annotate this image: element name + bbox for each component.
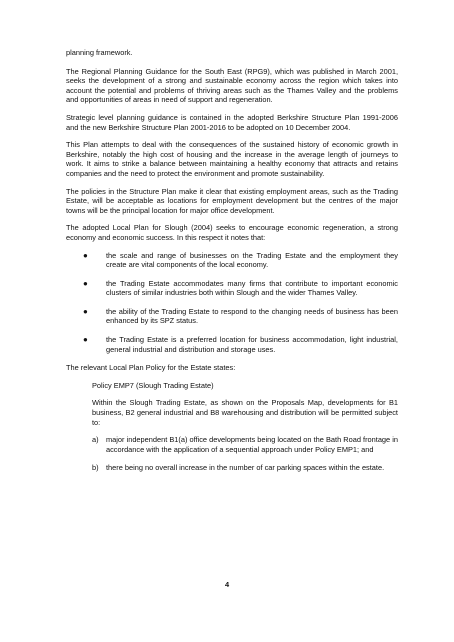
bullet-icon: ●: [83, 335, 88, 345]
policy-title: Policy EMP7 (Slough Trading Estate): [92, 380, 214, 390]
paragraph-structure-policies: The policies in the Structure Plan make it clear that existing employment areas, such as the Trading Estate, will be acceptable as locations for employment development but the centres of the major towns will be the principal location for major office development.: [66, 186, 398, 215]
clause-item: [92, 435, 398, 454]
paragraph-regional-guidance: The Regional Planning Guidance for the South East (RPG9), which was published in March 2001, seeks the development of a strong and sustainable economy across the region which takes into account the potential and problems of thriving areas such as the Thames Valley and the problems and opportunities of areas in need of support and regeneration.: [66, 66, 398, 105]
bullet-text: the Trading Estate is a preferred location for business accommodation, light industrial, general industrial and distribution and storage uses.: [106, 335, 398, 354]
paragraph-policy-intro: The relevant Local Plan Policy for the Estate states:: [66, 363, 236, 373]
policy-body: Within the Slough Trading Estate, as shown on the Proposals Map, developments for B1 business, B2 general industrial and B8 warehousing and distribution will be permitted subject to:: [92, 398, 398, 427]
clause-text: there being no overall increase in the number of car parking spaces within the estate.: [106, 463, 385, 473]
bullet-icon: ●: [83, 278, 88, 288]
clause-marker: b): [92, 463, 99, 473]
page-number: 4: [224, 580, 230, 589]
clause-text: major independent B1(a) office developments being located on the Bath Road frontage in accordance with the application of a sequential approach under Policy EMP1; and: [106, 435, 398, 454]
clause-item: [92, 463, 398, 473]
list-item: [66, 251, 398, 270]
bullet-icon: ●: [83, 250, 88, 260]
policy-block: [66, 381, 398, 473]
bullet-text: the ability of the Trading Estate to respond to the changing needs of business has been enhanced by its SPZ status.: [106, 306, 398, 326]
paragraph-plan-aims: This Plan attempts to deal with the consequences of the sustained history of economic growth in Berkshire, notably the high cost of housing and the increase in the average length of journeys to work. It aims to strike a balance between maintaining a healthy economy that attracts and retains companies and the need to protect the environment and promote sustainability.: [66, 140, 398, 178]
list-item: [66, 307, 398, 326]
paragraph-continuation: planning framework.: [66, 48, 133, 57]
list-item: [66, 335, 398, 354]
clause-marker: a): [92, 435, 99, 445]
list-item: [66, 279, 398, 298]
bullet-list: [66, 251, 398, 355]
bullet-text: the Trading Estate accommodates many firms that contribute to important economic clusters of similar industries both within Slough and the wider Thames Valley.: [106, 278, 398, 298]
bullet-text: the scale and range of businesses on the Trading Estate and the employment they create are vital components of the local economy.: [106, 250, 398, 270]
paragraph-local-plan: The adopted Local Plan for Slough (2004) seeks to encourage economic regeneration, a strong economy and economic success. In this respect it notes that:: [66, 223, 398, 242]
bullet-icon: ●: [83, 306, 88, 316]
paragraph-structure-plan: Strategic level planning guidance is contained in the adopted Berkshire Structure Plan 1991-2006 and the new Berkshire Structure Plan 2001-2016 to be adopted on 10 December 2004.: [66, 112, 398, 132]
policy-clauses: [92, 435, 398, 473]
